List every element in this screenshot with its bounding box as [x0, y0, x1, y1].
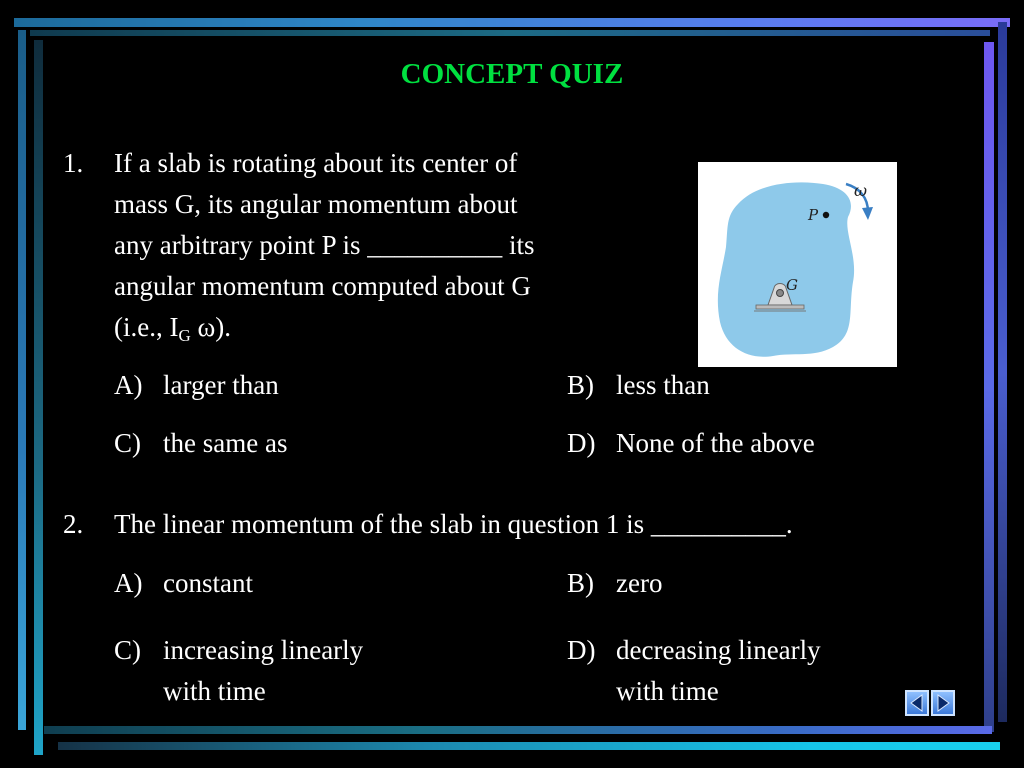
question-1-last-suffix: ω).	[190, 312, 232, 342]
omega-label: ω	[854, 181, 868, 200]
right-arrow-icon	[933, 692, 953, 714]
q2-option-c-label: C)	[114, 635, 141, 665]
q2-option-a[interactable]	[114, 568, 253, 599]
question-1-text	[114, 143, 534, 356]
previous-slide-button[interactable]	[905, 690, 929, 716]
question-1-line: angular momentum computed about G	[114, 271, 531, 301]
q1-option-b-text: less than	[616, 370, 710, 400]
frame-right-bar	[998, 22, 1007, 722]
question-2-text: The linear momentum of the slab in question 1 is __________.	[114, 509, 793, 539]
point-g-label: G	[786, 276, 798, 294]
q1-option-a-label: A)	[114, 370, 143, 400]
q1-option-b[interactable]	[567, 370, 710, 401]
q2-option-d-text: decreasing linearly	[616, 635, 821, 665]
q1-option-c[interactable]	[114, 428, 287, 459]
q1-option-a-text: larger than	[163, 370, 279, 400]
q1-option-b-label: B)	[567, 370, 594, 400]
slab-diagram	[698, 162, 897, 367]
next-slide-button[interactable]	[931, 690, 955, 716]
q2-option-c-text: increasing linearly	[163, 635, 364, 665]
q2-option-a-label: A)	[114, 568, 143, 598]
question-1-line: If a slab is rotating about its center of	[114, 148, 518, 178]
q1-option-d-label: D)	[567, 428, 596, 458]
frame-left-inner-bar	[34, 40, 43, 755]
rotating-slab-figure	[698, 162, 897, 367]
q2-option-d[interactable]	[567, 630, 821, 712]
frame-top-inner-bar	[30, 30, 990, 36]
q1-option-d-text: None of the above	[616, 428, 815, 458]
frame-top-bar	[14, 18, 1010, 27]
q1-option-c-label: C)	[114, 428, 141, 458]
left-arrow-icon	[907, 692, 927, 714]
point-p-dot	[823, 212, 829, 218]
question-2-number: 2.	[63, 509, 84, 539]
q2-option-c[interactable]	[114, 630, 363, 712]
question-1-number: 1.	[63, 148, 84, 178]
question-1-line-last	[114, 307, 534, 356]
q2-option-b[interactable]	[567, 568, 662, 599]
frame-left-bar	[18, 30, 26, 730]
q2-option-d-label: D)	[567, 635, 596, 665]
question-1-line: any arbitrary point P is __________ its	[114, 230, 535, 260]
slide-title: CONCEPT QUIZ	[400, 58, 624, 90]
q2-option-b-text: zero	[616, 568, 663, 598]
frame-bottom-inner-bar	[44, 726, 992, 734]
question-1-subscript: G	[178, 326, 191, 345]
point-p-label: P	[808, 206, 819, 224]
q1-option-d[interactable]	[567, 428, 815, 459]
slab-shape	[718, 182, 854, 356]
q2-option-d-text-line2: with time	[616, 676, 719, 706]
q2-option-c-text-line2: with time	[163, 676, 266, 706]
q2-option-a-text: constant	[163, 568, 253, 598]
frame-bottom-bar	[58, 742, 1000, 750]
question-1-last-prefix: (i.e., I	[114, 312, 179, 342]
question-1-line: mass G, its angular momentum about	[114, 189, 518, 219]
omega-arrowhead	[862, 207, 873, 220]
q1-option-a[interactable]	[114, 370, 279, 401]
frame-right-inner-bar	[984, 42, 994, 732]
q2-option-b-label: B)	[567, 568, 594, 598]
q1-option-c-text: the same as	[163, 428, 288, 458]
